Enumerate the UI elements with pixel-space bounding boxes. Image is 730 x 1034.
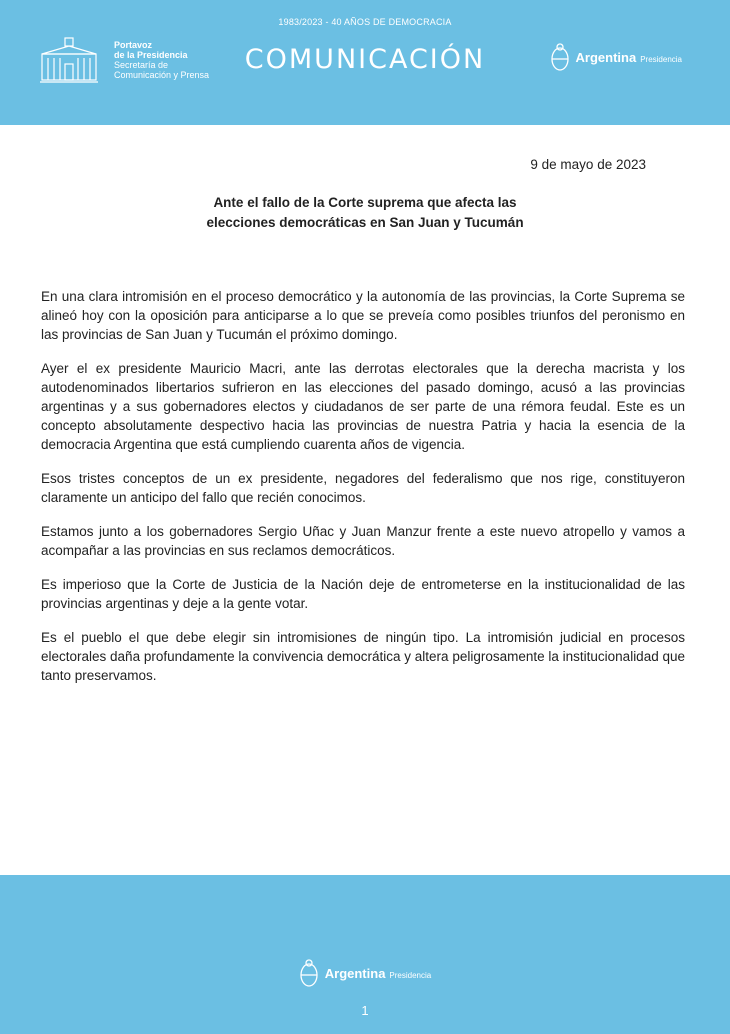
paragraph: Es el pueblo el que debe elegir sin intromisiones de ningún tipo. La intromisión judicial en procesos electorales daña profundamente la convivencia democrática y altera peligrosamente la institucionalidad que tanto preservamos. <box>41 630 685 683</box>
document-date: 9 de mayo de 2023 <box>530 157 646 172</box>
portavoz-line4: Comunicación y Prensa <box>114 70 210 80</box>
portavoz-line3: Secretaría de <box>114 60 169 70</box>
portavoz-line2: de la Presidencia <box>114 50 188 60</box>
argentina-shield-icon <box>299 958 319 988</box>
header-title: COMUNICACIÓN <box>244 44 486 75</box>
footer-argentina-label: Argentina <box>324 965 386 981</box>
document-title-line2: elecciones democráticas en San Juan y Tucumán <box>206 215 524 230</box>
footer-logo <box>0 958 730 988</box>
presidencia-label: Presidencia <box>640 54 682 64</box>
paragraph: Esos tristes conceptos de un ex presidente, negadores del federalismo que nos rige, constituyeron claramente un anticipo del fallo que recién conocimos. <box>41 471 685 505</box>
argentina-presidencia-logo <box>550 42 682 72</box>
paragraph: En una clara intromisión en el proceso democrático y la autonomía de las provincias, la Corte Suprema se alineó hoy con la oposición para anticiparse a lo que se preveía como posibles triunfos del peronismo en las provincias de San Juan y Tucumán el próximo domingo. <box>41 289 685 342</box>
portavoz-line1: Portavoz <box>114 40 153 50</box>
argentina-label: Argentina <box>575 49 637 65</box>
top-tagline: 1983/2023 - 40 AÑOS DE DEMOCRACIA <box>278 17 452 27</box>
paragraph: Ayer el ex presidente Mauricio Macri, ante las derrotas electorales que la derecha macrista y los autodenominados libertarios sufrieron en las elecciones del pasado domingo, acusó a las provincias argentinas y a sus gobernadores electos y ciudadanos de ser parte de una rémora feudal. Este es un concepto absolutamente despectivo hacia las provincias de nuestra Patria y hacia la esencia de la democracia Argentina que está cumpliendo cuarenta años de vigencia. <box>41 361 685 452</box>
document-body <box>41 287 685 700</box>
document-page <box>0 125 730 875</box>
paragraph: Estamos junto a los gobernadores Sergio Uñac y Juan Manzur frente a este nuevo atropello y vamos a acompañar a las provincias en sus reclamos democráticos. <box>41 524 685 558</box>
paragraph: Es imperioso que la Corte de Justicia de la Nación deje de entrometerse en la institucionalidad de las provincias argentinas y deje a la gente votar. <box>41 577 685 611</box>
document-title <box>0 193 730 233</box>
page-number: 1 <box>361 1003 369 1018</box>
footer-presidencia-label: Presidencia <box>389 970 432 980</box>
document-title-line1: Ante el fallo de la Corte suprema que afecta las <box>213 195 517 210</box>
argentina-shield-icon <box>550 42 570 72</box>
